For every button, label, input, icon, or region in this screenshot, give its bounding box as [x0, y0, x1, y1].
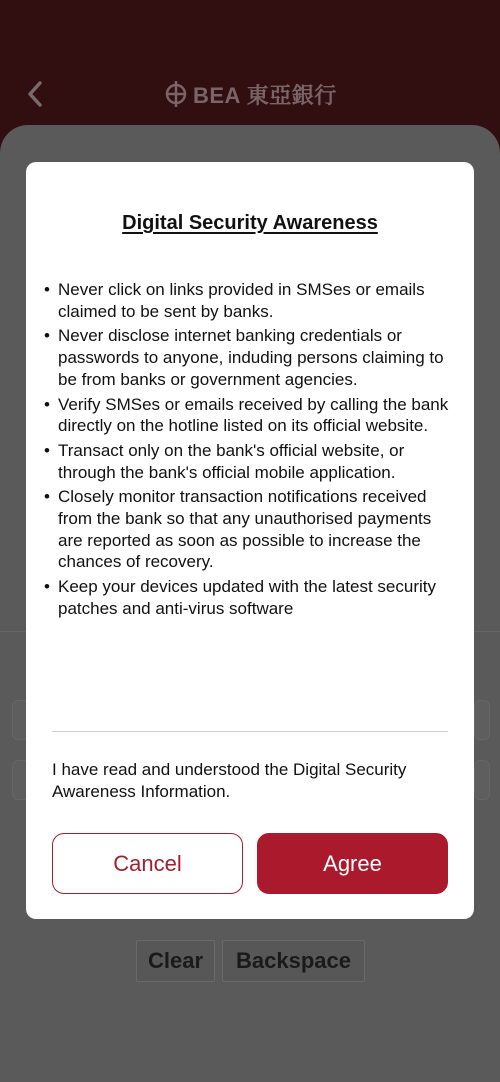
dialog-title: Digital Security Awareness: [122, 212, 378, 234]
list-item: • Verify SMSes or emails received by calling the bank directly on the hotline listed on its official website.: [44, 394, 449, 436]
security-tips-list: [44, 279, 454, 623]
bullet-dot: •: [44, 577, 50, 597]
background-field-right: [474, 700, 490, 740]
background-field-right-2: [474, 760, 490, 800]
bea-emblem-icon: [165, 80, 187, 108]
list-item: • Transact only on the bank's official website, or through the bank's official mobile application.: [44, 440, 405, 482]
list-item: • Closely monitor transaction notifications received from the bank so that any unauthorised payments are reported as soon as possible to increase the chances of recovery.: [44, 487, 432, 572]
list-item: • Never click on links provided in SMSes or emails claimed to be sent by banks.: [44, 280, 425, 321]
list-item: • Never disclose internet banking credentials or passwords to anyone, induding persons claiming to be from banks or government agencies.: [44, 326, 444, 389]
clear-key[interactable]: Clear: [136, 940, 215, 982]
agree-button[interactable]: Agree: [257, 833, 448, 894]
dialog-divider: [52, 731, 448, 732]
cancel-button[interactable]: Cancel: [52, 833, 243, 894]
bullet-dot: •: [44, 440, 50, 460]
bullet-dot: •: [44, 394, 50, 414]
bullet-dot: •: [44, 326, 50, 346]
backspace-key[interactable]: Backspace: [222, 940, 365, 982]
bank-name: BEA 東亞銀行: [193, 82, 337, 108]
bank-logo: [165, 78, 337, 110]
acknowledgement-text: I have read and understood the Digital Security Awareness Information.: [52, 760, 407, 801]
bullet-dot: •: [44, 280, 50, 299]
list-item: • Keep your devices updated with the latest security patches and anti-virus software: [44, 577, 436, 618]
chevron-left-icon: [26, 80, 44, 108]
bullet-dot: •: [44, 487, 50, 507]
back-button[interactable]: [22, 78, 48, 110]
